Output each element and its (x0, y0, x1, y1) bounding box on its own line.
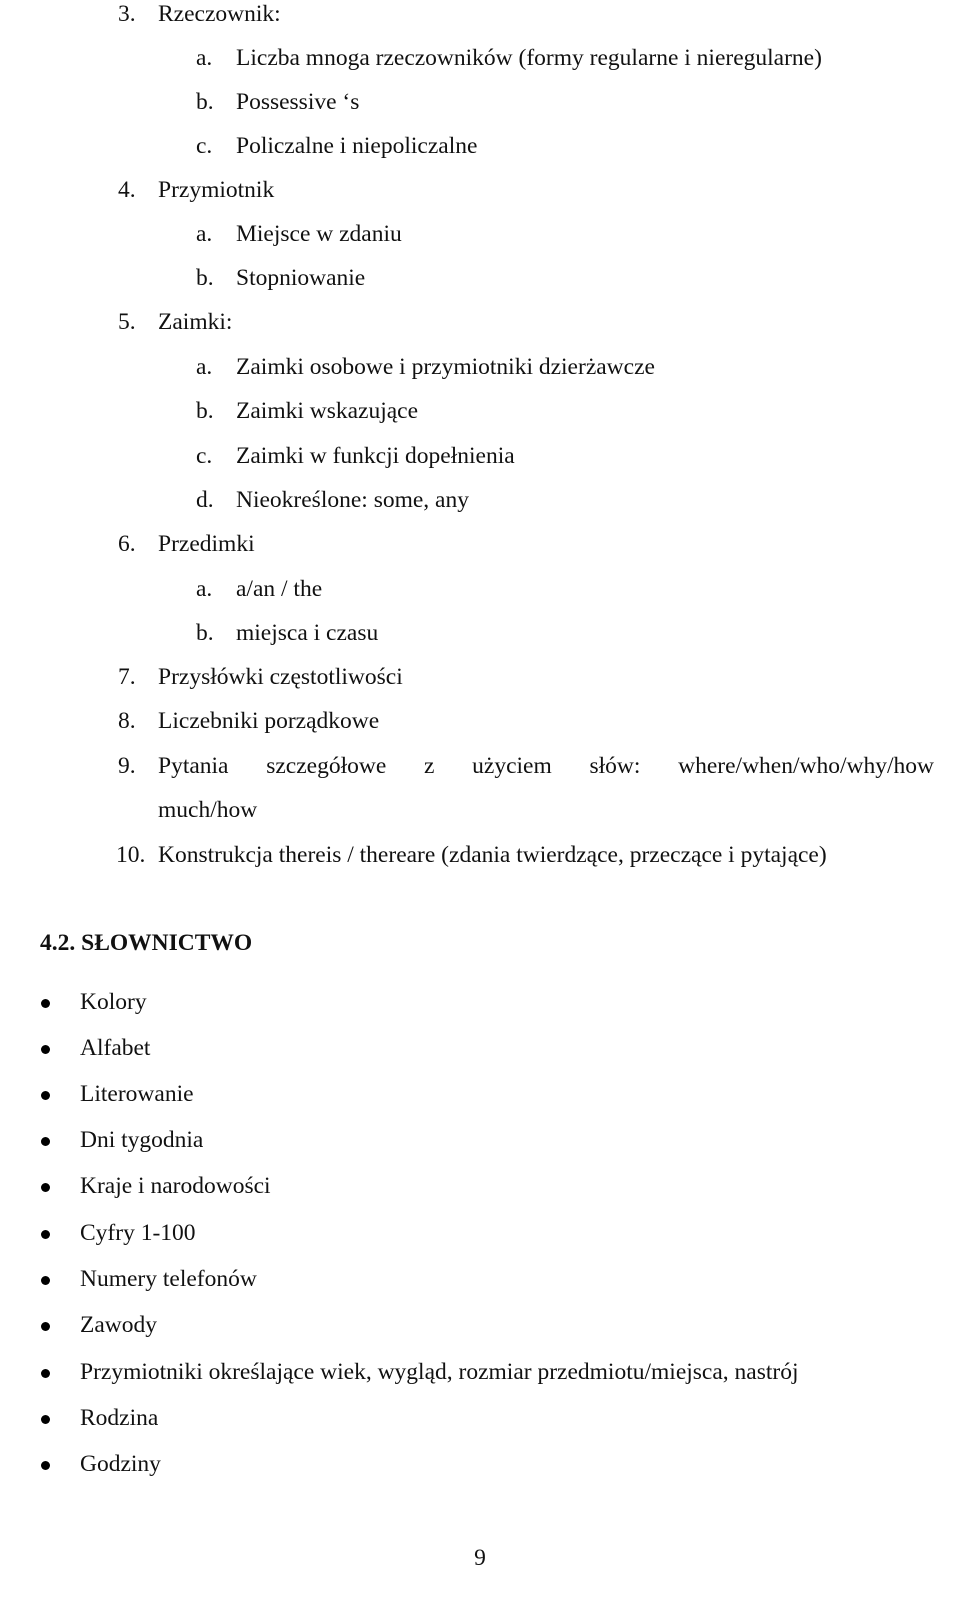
bullet-icon (41, 1137, 50, 1146)
list-number: 5. (118, 309, 136, 335)
sublist-item: Stopniowanie (236, 265, 366, 291)
sublist-item: miejsca i czasu (236, 620, 379, 646)
bullet-item: Przymiotniki określające wiek, wygląd, rozmiar przedmiotu/miejsca, nastrój (80, 1359, 799, 1385)
bullet-item: Cyfry 1-100 (80, 1220, 196, 1246)
sublist-letter: b. (196, 620, 214, 646)
bullet-item: Rodzina (80, 1405, 159, 1431)
sublist-letter: c. (196, 443, 213, 469)
bullet-item: Zawody (80, 1312, 158, 1338)
list-item-przedimki: Przedimki (158, 531, 255, 557)
justified-word: where/when/who/why/how (678, 753, 934, 779)
justified-word: szczegółowe (266, 753, 387, 779)
bullet-item: Literowanie (80, 1081, 194, 1107)
list-item-pytania (158, 755, 934, 779)
sublist-letter: c. (196, 133, 213, 159)
sublist-item: Nieokreślone: some, any (236, 487, 469, 513)
sublist-letter: b. (196, 398, 214, 424)
justified-word: słów: (589, 753, 641, 779)
justified-word: użyciem (472, 753, 552, 779)
list-number: 6. (118, 531, 136, 557)
sublist-letter: a. (196, 354, 213, 380)
sublist-letter: b. (196, 265, 214, 291)
sublist-item: a/an / the (236, 576, 323, 602)
bullet-item: Alfabet (80, 1035, 151, 1061)
bullet-icon (41, 1091, 50, 1100)
bullet-icon (41, 1369, 50, 1378)
bullet-icon (41, 1415, 50, 1424)
list-item-konstrukcja: Konstrukcja thereis / thereare (zdania twierdzące, przeczące i pytające) (158, 842, 827, 868)
sublist-item: Possessive ‘s (236, 89, 360, 115)
bullet-icon (41, 999, 50, 1008)
list-item-rzeczownik: Rzeczownik: (158, 1, 281, 27)
list-number: 4. (118, 177, 136, 203)
sublist-item: Zaimki osobowe i przymiotniki dzierżawcze (236, 354, 655, 380)
bullet-item: Numery telefonów (80, 1266, 257, 1292)
bullet-icon (41, 1322, 50, 1331)
sublist-letter: d. (196, 487, 214, 513)
bullet-icon (41, 1045, 50, 1054)
sublist-item: Zaimki wskazujące (236, 398, 419, 424)
list-number: 3. (118, 1, 136, 27)
list-number: 8. (118, 708, 136, 734)
sublist-letter: b. (196, 89, 214, 115)
sublist-item: Liczba mnoga rzeczowników (formy regularne i nieregularne) (236, 45, 822, 71)
justified-word: z (424, 753, 435, 779)
list-item-przymiotnik: Przymiotnik (158, 177, 275, 203)
bullet-icon (41, 1230, 50, 1239)
bullet-icon (41, 1461, 50, 1470)
sublist-item: Miejsce w zdaniu (236, 221, 402, 247)
bullet-item: Kraje i narodowości (80, 1173, 271, 1199)
bullet-item: Godziny (80, 1451, 161, 1477)
sublist-item: Policzalne i niepoliczalne (236, 133, 478, 159)
bullet-icon (41, 1276, 50, 1285)
page-number: 9 (474, 1545, 486, 1571)
sublist-item: Zaimki w funkcji dopełnienia (236, 443, 515, 469)
list-item-liczebniki: Liczebniki porządkowe (158, 708, 380, 734)
sublist-letter: a. (196, 221, 213, 247)
list-number: 7. (118, 664, 136, 690)
bullet-icon (41, 1183, 50, 1192)
list-number: 10. (116, 842, 146, 868)
sublist-letter: a. (196, 45, 213, 71)
list-number: 9. (118, 753, 136, 779)
sublist-letter: a. (196, 576, 213, 602)
list-item-continuation: much/how (158, 797, 258, 823)
section-heading: 4.2. SŁOWNICTWO (40, 930, 253, 956)
bullet-item: Kolory (80, 989, 147, 1015)
justified-word: Pytania (158, 753, 229, 779)
bullet-item: Dni tygodnia (80, 1127, 204, 1153)
list-item-zaimki: Zaimki: (158, 309, 233, 335)
list-item-przyslowki: Przysłówki częstotliwości (158, 664, 403, 690)
